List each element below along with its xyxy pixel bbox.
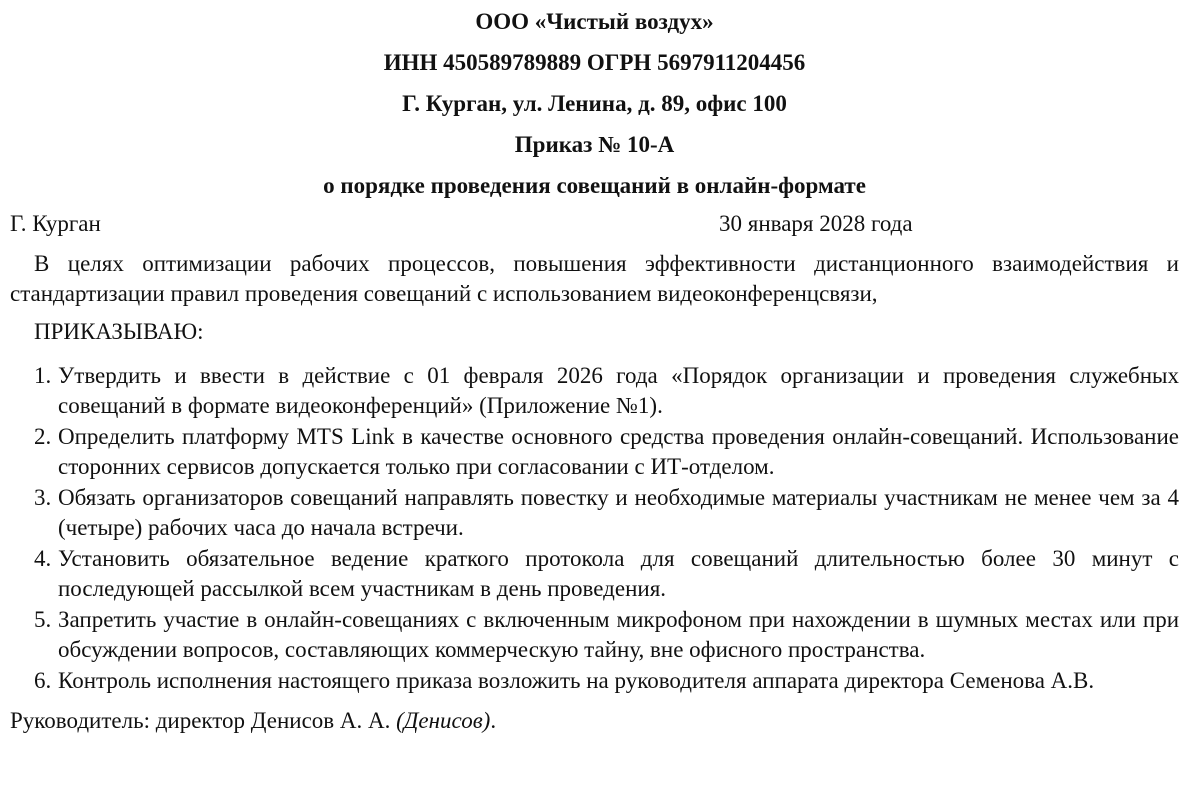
order-item — [10, 361, 1179, 421]
item-number: 4. — [34, 546, 52, 571]
order-items-list — [10, 361, 1179, 696]
company-address: Г. Курган, ул. Ленина, д. 89, офис 100 — [402, 91, 787, 116]
order-city: Г. Курган — [10, 211, 101, 236]
item-number: 2. — [34, 424, 52, 449]
order-item — [10, 605, 1179, 665]
place-date-line — [10, 209, 1179, 241]
company-name: ООО «Чистый воздух» — [475, 9, 714, 34]
signature-name: (Денисов) — [396, 708, 491, 733]
item-number: 3. — [34, 485, 52, 510]
item-text: Определить платформу MTS Link в качестве основного средства проведения онлайн-совещаний. Использование сторонних сервисов допускается только при согласовании с ИТ-отделом. — [58, 424, 1179, 479]
item-text: Обязать организаторов совещаний направлять повестку и необходимые материалы участникам не менее чем за 4 (четыре) рабочих часа до начала встречи. — [58, 485, 1179, 540]
order-word: ПРИКАЗЫВАЮ: — [34, 319, 204, 344]
company-ids: ИНН 450589789889 ОГРН 5697911204456 — [383, 50, 806, 75]
item-text: Утвердить и ввести в действие с 01 февраля 2026 года «Порядок организации и проведения служебных совещаний в формате видеоконференций» (Приложение №1). — [58, 363, 1179, 418]
order-item — [10, 544, 1179, 604]
order-item — [10, 483, 1179, 543]
item-text: Установить обязательное ведение краткого протокола для совещаний длительностью более 30 минут с последующей рассылкой всем участникам в день проведения. — [58, 546, 1179, 601]
intro-paragraph: В целях оптимизации рабочих процессов, повышения эффективности дистанционного взаимодействия и стандартизации правил проведения совещаний с использованием видеоконференцсвязи, — [10, 251, 1179, 306]
order-date: 30 января 2028 года — [719, 211, 913, 236]
order-item — [10, 666, 1179, 696]
item-text: Запретить участие в онлайн-совещаниях с включенным микрофоном при нахождении в шумных местах или при обсуждении вопросов, составляющих коммерческую тайну, вне офисного пространства. — [58, 607, 1179, 662]
order-title: Приказ № 10-А — [514, 132, 675, 157]
signature-end: . — [490, 708, 497, 733]
signature-label: Руководитель: директор Денисов А. А. — [10, 708, 391, 733]
item-number: 6. — [34, 668, 52, 693]
item-number: 1. — [34, 363, 52, 388]
signature-line — [10, 706, 1179, 736]
item-text: Контроль исполнения настоящего приказа возложить на руководителя аппарата директора Семенова А.В. — [58, 668, 1095, 693]
item-number: 5. — [34, 607, 52, 632]
order-subject: о порядке проведения совещаний в онлайн-формате — [323, 173, 866, 198]
order-item — [10, 422, 1179, 482]
